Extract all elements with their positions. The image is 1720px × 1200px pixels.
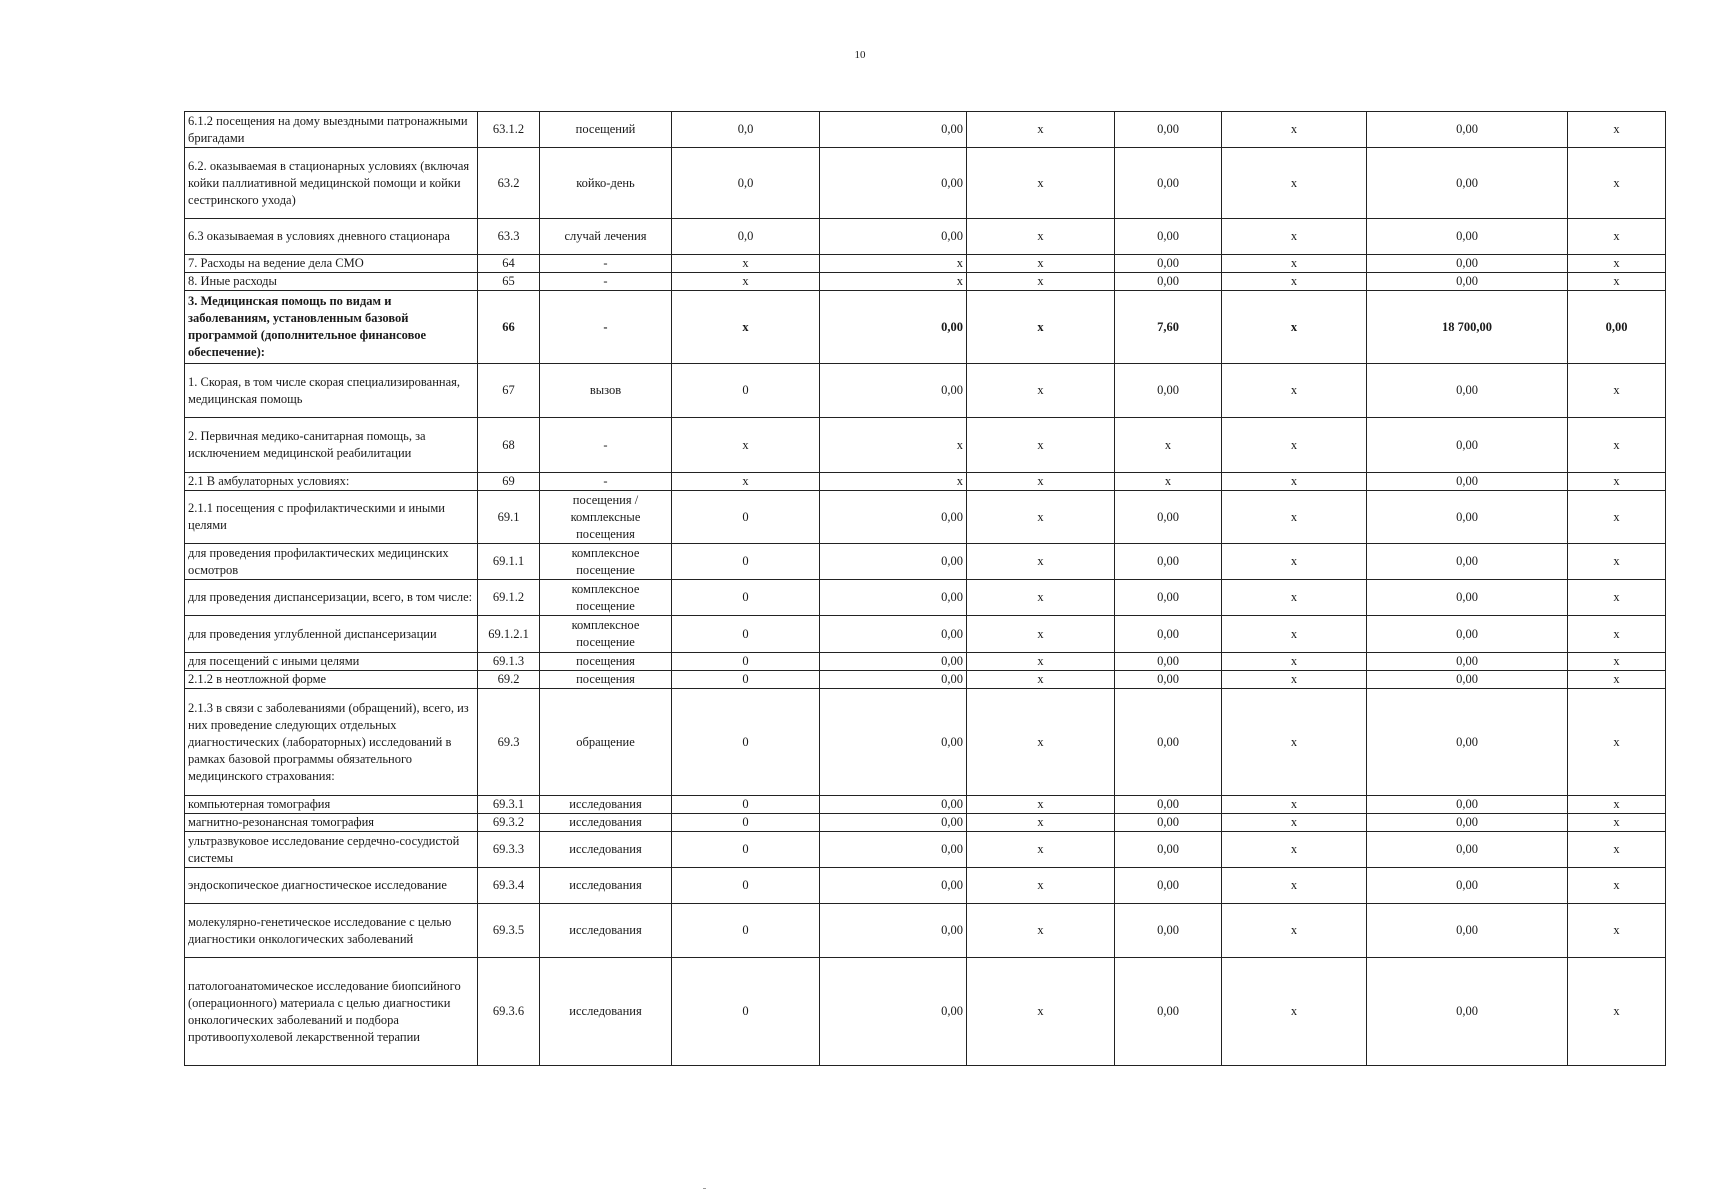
row-value-7-cell: х bbox=[1568, 544, 1666, 580]
row-value-1-cell: х bbox=[672, 418, 820, 473]
row-code-cell: 65 bbox=[478, 273, 540, 291]
row-value-4-cell: 0,00 bbox=[1115, 255, 1222, 273]
row-value-7-cell: х bbox=[1568, 473, 1666, 491]
row-value-2-cell: х bbox=[820, 255, 967, 273]
row-name-cell: для проведения углубленной диспансеризации bbox=[185, 616, 478, 653]
row-value-3-cell: х bbox=[967, 796, 1115, 814]
row-value-2-cell: 0,00 bbox=[820, 832, 967, 868]
row-value-7-cell: х bbox=[1568, 653, 1666, 671]
row-value-2-cell: 0,00 bbox=[820, 580, 967, 616]
row-name-cell: 2.1.1 посещения с профилактическими и иными целями bbox=[185, 491, 478, 544]
row-value-6-cell: 0,00 bbox=[1367, 616, 1568, 653]
row-value-3-cell: х bbox=[967, 273, 1115, 291]
row-value-1-cell: 0 bbox=[672, 544, 820, 580]
row-value-7-cell: х bbox=[1568, 418, 1666, 473]
row-name-cell: эндоскопическое диагностическое исследование bbox=[185, 868, 478, 904]
row-code-cell: 69.3.2 bbox=[478, 814, 540, 832]
row-value-6-cell: 0,00 bbox=[1367, 868, 1568, 904]
scan-artifact bbox=[703, 1188, 706, 1189]
row-value-3-cell: х bbox=[967, 418, 1115, 473]
row-unit-cell: посещения bbox=[540, 653, 672, 671]
row-value-5-cell: х bbox=[1222, 832, 1367, 868]
row-value-5-cell: х bbox=[1222, 219, 1367, 255]
row-name-cell: 6.2. оказываемая в стационарных условиях (включая койки паллиативной медицинской помощи и койки сестринского ухода) bbox=[185, 148, 478, 219]
row-value-2-cell: 0,00 bbox=[820, 868, 967, 904]
row-value-1-cell: х bbox=[672, 473, 820, 491]
table-row bbox=[185, 653, 1666, 671]
table-row bbox=[185, 219, 1666, 255]
row-value-4-cell: 0,00 bbox=[1115, 653, 1222, 671]
row-value-7-cell: х bbox=[1568, 255, 1666, 273]
row-code-cell: 63.1.2 bbox=[478, 112, 540, 148]
row-value-6-cell: 0,00 bbox=[1367, 689, 1568, 796]
row-value-4-cell: х bbox=[1115, 473, 1222, 491]
row-value-6-cell: 0,00 bbox=[1367, 148, 1568, 219]
row-unit-cell: исследования bbox=[540, 958, 672, 1066]
row-value-2-cell: 0,00 bbox=[820, 671, 967, 689]
row-value-7-cell: х bbox=[1568, 689, 1666, 796]
row-value-5-cell: х bbox=[1222, 580, 1367, 616]
row-value-3-cell: х bbox=[967, 112, 1115, 148]
row-code-cell: 69.1.3 bbox=[478, 653, 540, 671]
row-value-3-cell: х bbox=[967, 904, 1115, 958]
row-value-7-cell: х bbox=[1568, 491, 1666, 544]
row-value-6-cell: 0,00 bbox=[1367, 544, 1568, 580]
row-code-cell: 69 bbox=[478, 473, 540, 491]
row-name-cell: 2. Первичная медико-санитарная помощь, за исключением медицинской реабилитации bbox=[185, 418, 478, 473]
row-value-3-cell: х bbox=[967, 148, 1115, 219]
row-unit-cell: посещений bbox=[540, 112, 672, 148]
row-value-2-cell: 0,00 bbox=[820, 653, 967, 671]
row-value-4-cell: 7,60 bbox=[1115, 291, 1222, 364]
row-unit-cell: - bbox=[540, 291, 672, 364]
table-row bbox=[185, 958, 1666, 1066]
row-value-3-cell: х bbox=[967, 491, 1115, 544]
row-value-2-cell: 0,00 bbox=[820, 364, 967, 418]
row-unit-cell: исследования bbox=[540, 796, 672, 814]
page-number: 10 bbox=[854, 49, 866, 61]
row-value-5-cell: х bbox=[1222, 473, 1367, 491]
row-unit-cell: комплексное посещение bbox=[540, 544, 672, 580]
row-value-1-cell: 0 bbox=[672, 904, 820, 958]
row-value-1-cell: 0 bbox=[672, 689, 820, 796]
row-value-1-cell: 0 bbox=[672, 671, 820, 689]
row-value-3-cell: х bbox=[967, 671, 1115, 689]
row-value-2-cell: 0,00 bbox=[820, 796, 967, 814]
row-value-5-cell: х bbox=[1222, 671, 1367, 689]
table-row bbox=[185, 796, 1666, 814]
row-value-6-cell: 0,00 bbox=[1367, 364, 1568, 418]
row-value-4-cell: 0,00 bbox=[1115, 219, 1222, 255]
row-value-3-cell: х bbox=[967, 653, 1115, 671]
row-value-7-cell: х bbox=[1568, 868, 1666, 904]
row-value-4-cell: 0,00 bbox=[1115, 868, 1222, 904]
row-value-5-cell: х bbox=[1222, 904, 1367, 958]
row-unit-cell: - bbox=[540, 273, 672, 291]
table-row bbox=[185, 544, 1666, 580]
row-value-4-cell: 0,00 bbox=[1115, 814, 1222, 832]
row-name-cell: компьютерная томография bbox=[185, 796, 478, 814]
row-value-6-cell: 0,00 bbox=[1367, 219, 1568, 255]
row-code-cell: 69.3.5 bbox=[478, 904, 540, 958]
table-row bbox=[185, 671, 1666, 689]
row-unit-cell: исследования bbox=[540, 904, 672, 958]
row-value-3-cell: х bbox=[967, 814, 1115, 832]
row-value-6-cell: 0,00 bbox=[1367, 491, 1568, 544]
row-value-4-cell: 0,00 bbox=[1115, 491, 1222, 544]
row-name-cell: магнитно-резонансная томография bbox=[185, 814, 478, 832]
row-value-6-cell: 0,00 bbox=[1367, 580, 1568, 616]
row-value-3-cell: х bbox=[967, 832, 1115, 868]
row-value-4-cell: х bbox=[1115, 418, 1222, 473]
row-name-cell: 1. Скорая, в том числе скорая специализированная, медицинская помощь bbox=[185, 364, 478, 418]
row-code-cell: 63.3 bbox=[478, 219, 540, 255]
table-row bbox=[185, 491, 1666, 544]
row-value-4-cell: 0,00 bbox=[1115, 112, 1222, 148]
row-unit-cell: посещения / комплексные посещения bbox=[540, 491, 672, 544]
row-value-2-cell: х bbox=[820, 418, 967, 473]
row-value-3-cell: х bbox=[967, 689, 1115, 796]
financing-table bbox=[184, 111, 1666, 1066]
row-value-2-cell: 0,00 bbox=[820, 544, 967, 580]
row-value-7-cell: х bbox=[1568, 148, 1666, 219]
row-unit-cell: обращение bbox=[540, 689, 672, 796]
row-value-7-cell: 0,00 bbox=[1568, 291, 1666, 364]
row-value-6-cell: 0,00 bbox=[1367, 958, 1568, 1066]
row-code-cell: 64 bbox=[478, 255, 540, 273]
row-value-6-cell: 0,00 bbox=[1367, 255, 1568, 273]
row-unit-cell: случай лечения bbox=[540, 219, 672, 255]
row-value-1-cell: 0 bbox=[672, 832, 820, 868]
row-value-7-cell: х bbox=[1568, 814, 1666, 832]
row-name-cell: ультразвуковое исследование сердечно-сосудистой системы bbox=[185, 832, 478, 868]
row-value-1-cell: х bbox=[672, 291, 820, 364]
row-value-1-cell: 0 bbox=[672, 868, 820, 904]
row-code-cell: 69.3.4 bbox=[478, 868, 540, 904]
row-code-cell: 69.3.3 bbox=[478, 832, 540, 868]
table-body bbox=[185, 112, 1666, 1066]
row-value-1-cell: 0 bbox=[672, 814, 820, 832]
row-value-5-cell: х bbox=[1222, 273, 1367, 291]
row-value-7-cell: х bbox=[1568, 273, 1666, 291]
row-name-cell: 3. Медицинская помощь по видам и заболеваниям, установленным базовой программой (дополнительное финансовое обеспечение): bbox=[185, 291, 478, 364]
row-value-6-cell: 0,00 bbox=[1367, 473, 1568, 491]
row-value-7-cell: х bbox=[1568, 904, 1666, 958]
row-value-7-cell: х bbox=[1568, 958, 1666, 1066]
row-value-7-cell: х bbox=[1568, 832, 1666, 868]
table-row bbox=[185, 832, 1666, 868]
row-value-2-cell: 0,00 bbox=[820, 958, 967, 1066]
row-value-4-cell: 0,00 bbox=[1115, 148, 1222, 219]
row-value-1-cell: 0 bbox=[672, 653, 820, 671]
table-row bbox=[185, 364, 1666, 418]
table-row bbox=[185, 616, 1666, 653]
row-value-5-cell: х bbox=[1222, 544, 1367, 580]
row-value-6-cell: 0,00 bbox=[1367, 814, 1568, 832]
table-row bbox=[185, 112, 1666, 148]
row-value-6-cell: 0,00 bbox=[1367, 418, 1568, 473]
row-value-1-cell: х bbox=[672, 255, 820, 273]
row-code-cell: 69.1.2 bbox=[478, 580, 540, 616]
row-value-2-cell: х bbox=[820, 473, 967, 491]
row-name-cell: 2.1.3 в связи с заболеваниями (обращений), всего, из них проведение следующих отдельных диагностических (лабораторных) исследований в рамках базовой программы обязательного медицинского страхования: bbox=[185, 689, 478, 796]
table-row bbox=[185, 868, 1666, 904]
table-row bbox=[185, 291, 1666, 364]
row-value-6-cell: 0,00 bbox=[1367, 904, 1568, 958]
row-code-cell: 63.2 bbox=[478, 148, 540, 219]
row-value-4-cell: 0,00 bbox=[1115, 580, 1222, 616]
row-value-5-cell: х bbox=[1222, 491, 1367, 544]
row-value-3-cell: х bbox=[967, 616, 1115, 653]
row-value-6-cell: 0,00 bbox=[1367, 671, 1568, 689]
row-code-cell: 69.1.1 bbox=[478, 544, 540, 580]
row-name-cell: 6.3 оказываемая в условиях дневного стационара bbox=[185, 219, 478, 255]
row-value-1-cell: 0,0 bbox=[672, 112, 820, 148]
row-value-1-cell: 0 bbox=[672, 616, 820, 653]
row-unit-cell: вызов bbox=[540, 364, 672, 418]
row-value-6-cell: 0,00 bbox=[1367, 653, 1568, 671]
row-value-5-cell: х bbox=[1222, 148, 1367, 219]
row-value-5-cell: х bbox=[1222, 112, 1367, 148]
row-unit-cell: исследования bbox=[540, 814, 672, 832]
row-value-4-cell: 0,00 bbox=[1115, 671, 1222, 689]
row-value-2-cell: 0,00 bbox=[820, 491, 967, 544]
row-name-cell: 2.1 В амбулаторных условиях: bbox=[185, 473, 478, 491]
table-row bbox=[185, 255, 1666, 273]
row-name-cell: 8. Иные расходы bbox=[185, 273, 478, 291]
row-code-cell: 66 bbox=[478, 291, 540, 364]
row-value-4-cell: 0,00 bbox=[1115, 544, 1222, 580]
row-unit-cell: койко-день bbox=[540, 148, 672, 219]
row-value-4-cell: 0,00 bbox=[1115, 273, 1222, 291]
row-value-6-cell: 0,00 bbox=[1367, 112, 1568, 148]
row-value-5-cell: х bbox=[1222, 814, 1367, 832]
row-value-7-cell: х bbox=[1568, 580, 1666, 616]
row-value-5-cell: х bbox=[1222, 689, 1367, 796]
row-value-7-cell: х bbox=[1568, 671, 1666, 689]
row-value-3-cell: х bbox=[967, 255, 1115, 273]
row-value-4-cell: 0,00 bbox=[1115, 364, 1222, 418]
row-unit-cell: исследования bbox=[540, 832, 672, 868]
row-value-5-cell: х bbox=[1222, 958, 1367, 1066]
row-value-5-cell: х bbox=[1222, 255, 1367, 273]
row-value-5-cell: х bbox=[1222, 796, 1367, 814]
row-value-1-cell: 0,0 bbox=[672, 148, 820, 219]
row-value-5-cell: х bbox=[1222, 291, 1367, 364]
row-code-cell: 69.3 bbox=[478, 689, 540, 796]
row-value-5-cell: х bbox=[1222, 653, 1367, 671]
table-row bbox=[185, 904, 1666, 958]
table-row bbox=[185, 689, 1666, 796]
row-value-7-cell: х bbox=[1568, 219, 1666, 255]
row-value-1-cell: 0 bbox=[672, 796, 820, 814]
row-name-cell: 6.1.2 посещения на дому выездными патронажными бригадами bbox=[185, 112, 478, 148]
row-value-1-cell: 0 bbox=[672, 364, 820, 418]
row-name-cell: 7. Расходы на ведение дела СМО bbox=[185, 255, 478, 273]
row-unit-cell: - bbox=[540, 473, 672, 491]
row-value-1-cell: 0 bbox=[672, 491, 820, 544]
row-unit-cell: - bbox=[540, 255, 672, 273]
row-value-2-cell: х bbox=[820, 273, 967, 291]
row-value-6-cell: 0,00 bbox=[1367, 832, 1568, 868]
row-name-cell: для проведения диспансеризации, всего, в том числе: bbox=[185, 580, 478, 616]
row-value-1-cell: х bbox=[672, 273, 820, 291]
row-value-2-cell: 0,00 bbox=[820, 112, 967, 148]
row-value-3-cell: х bbox=[967, 291, 1115, 364]
table-row bbox=[185, 418, 1666, 473]
table-row bbox=[185, 814, 1666, 832]
row-value-2-cell: 0,00 bbox=[820, 219, 967, 255]
row-unit-cell: исследования bbox=[540, 868, 672, 904]
row-code-cell: 69.3.1 bbox=[478, 796, 540, 814]
row-value-6-cell: 18 700,00 bbox=[1367, 291, 1568, 364]
row-value-7-cell: х bbox=[1568, 796, 1666, 814]
row-code-cell: 68 bbox=[478, 418, 540, 473]
row-unit-cell: комплексное посещение bbox=[540, 580, 672, 616]
row-value-4-cell: 0,00 bbox=[1115, 904, 1222, 958]
row-name-cell: 2.1.2 в неотложной форме bbox=[185, 671, 478, 689]
row-value-5-cell: х bbox=[1222, 364, 1367, 418]
row-value-4-cell: 0,00 bbox=[1115, 796, 1222, 814]
row-value-7-cell: х bbox=[1568, 616, 1666, 653]
row-name-cell: для посещений с иными целями bbox=[185, 653, 478, 671]
row-value-3-cell: х bbox=[967, 958, 1115, 1066]
row-value-3-cell: х bbox=[967, 473, 1115, 491]
row-code-cell: 69.3.6 bbox=[478, 958, 540, 1066]
row-value-5-cell: х bbox=[1222, 616, 1367, 653]
row-value-7-cell: х bbox=[1568, 364, 1666, 418]
row-value-5-cell: х bbox=[1222, 418, 1367, 473]
row-code-cell: 67 bbox=[478, 364, 540, 418]
row-code-cell: 69.1.2.1 bbox=[478, 616, 540, 653]
table-row bbox=[185, 273, 1666, 291]
table-row bbox=[185, 148, 1666, 219]
row-value-3-cell: х bbox=[967, 580, 1115, 616]
row-value-2-cell: 0,00 bbox=[820, 148, 967, 219]
row-value-4-cell: 0,00 bbox=[1115, 958, 1222, 1066]
row-value-2-cell: 0,00 bbox=[820, 689, 967, 796]
row-value-2-cell: 0,00 bbox=[820, 291, 967, 364]
row-value-4-cell: 0,00 bbox=[1115, 689, 1222, 796]
row-value-4-cell: 0,00 bbox=[1115, 616, 1222, 653]
row-name-cell: для проведения профилактических медицинских осмотров bbox=[185, 544, 478, 580]
row-value-3-cell: х bbox=[967, 219, 1115, 255]
row-value-3-cell: х bbox=[967, 544, 1115, 580]
row-value-1-cell: 0 bbox=[672, 958, 820, 1066]
row-unit-cell: - bbox=[540, 418, 672, 473]
row-unit-cell: комплексное посещение bbox=[540, 616, 672, 653]
row-name-cell: патологоанатомическое исследование биопсийного (операционного) материала с целью диагностики онкологических заболеваний и подбора противоопухолевой лекарственной терапии bbox=[185, 958, 478, 1066]
table-row bbox=[185, 580, 1666, 616]
row-value-2-cell: 0,00 bbox=[820, 616, 967, 653]
row-value-3-cell: х bbox=[967, 868, 1115, 904]
row-value-4-cell: 0,00 bbox=[1115, 832, 1222, 868]
row-value-5-cell: х bbox=[1222, 868, 1367, 904]
row-value-6-cell: 0,00 bbox=[1367, 796, 1568, 814]
table-row bbox=[185, 473, 1666, 491]
row-code-cell: 69.2 bbox=[478, 671, 540, 689]
row-value-2-cell: 0,00 bbox=[820, 904, 967, 958]
row-code-cell: 69.1 bbox=[478, 491, 540, 544]
row-name-cell: молекулярно-генетическое исследование с целью диагностики онкологических заболеваний bbox=[185, 904, 478, 958]
row-value-1-cell: 0,0 bbox=[672, 219, 820, 255]
row-value-6-cell: 0,00 bbox=[1367, 273, 1568, 291]
row-value-1-cell: 0 bbox=[672, 580, 820, 616]
row-value-3-cell: х bbox=[967, 364, 1115, 418]
row-value-7-cell: х bbox=[1568, 112, 1666, 148]
row-value-2-cell: 0,00 bbox=[820, 814, 967, 832]
row-unit-cell: посещения bbox=[540, 671, 672, 689]
